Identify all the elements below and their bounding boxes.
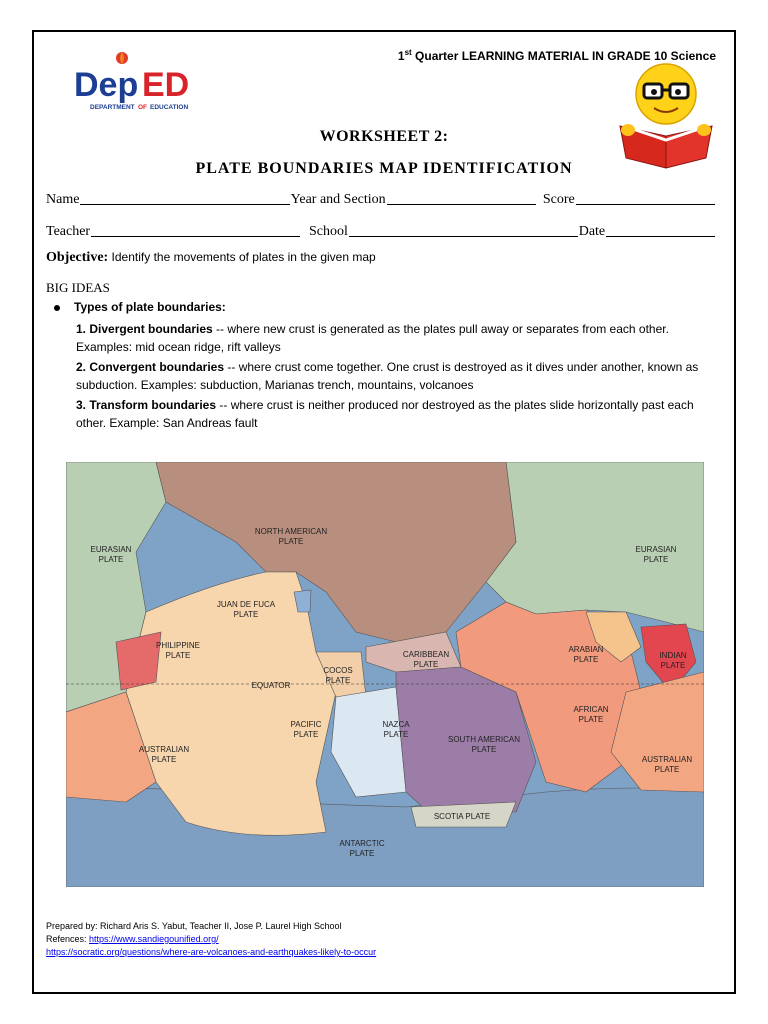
year-section-label: Year and Section bbox=[290, 192, 386, 207]
label-equator: EQUATOR bbox=[251, 681, 291, 690]
svg-text:DEPARTMENT: DEPARTMENT bbox=[90, 104, 135, 111]
transform-paragraph: 3. Transform boundaries -- where crust is neither produced nor destroyed as the plates slide horizontally past each other. Example: San Andreas fault bbox=[76, 398, 694, 430]
label-north-american: NORTH AMERICAN bbox=[254, 527, 328, 536]
svg-text:PLATE: PLATE bbox=[98, 555, 124, 564]
label-south-american: SOUTH AMERICAN bbox=[447, 735, 521, 744]
logo-dep-text: Dep bbox=[74, 66, 139, 104]
label-antarctic: ANTARCTIC bbox=[339, 839, 385, 848]
label-indian: INDIAN bbox=[659, 651, 687, 660]
logo-ed-text: ED bbox=[142, 66, 190, 104]
score-label: Score bbox=[542, 192, 575, 207]
reference-line-2 bbox=[46, 946, 376, 959]
big-ideas-heading: BIG IDEAS bbox=[46, 280, 110, 295]
label-nazca: NAZCA bbox=[382, 720, 410, 729]
label-australian-west: AUSTRALIAN bbox=[138, 745, 190, 754]
info-row-1 bbox=[46, 192, 716, 208]
date-label: Date bbox=[578, 224, 606, 239]
worksheet-frame bbox=[32, 30, 736, 994]
svg-text:PLATE: PLATE bbox=[654, 765, 680, 774]
quarter-header: 1st Quarter LEARNING MATERIAL IN GRADE 10 Science bbox=[397, 48, 716, 63]
teacher-field[interactable] bbox=[91, 224, 300, 237]
reading-emoji-icon bbox=[614, 60, 724, 172]
svg-text:EDUCATION: EDUCATION bbox=[150, 104, 189, 111]
name-label: Name bbox=[46, 192, 80, 207]
label-australian-east: AUSTRALIAN bbox=[641, 755, 693, 764]
label-arabian: ARABIAN bbox=[568, 645, 604, 654]
reference-link-sandiego[interactable]: https://www.sandiegounified.org/ bbox=[89, 934, 219, 944]
references-line: Refences: https://www.sandiegounified.org/ bbox=[46, 934, 219, 944]
label-pacific: PACIFIC bbox=[290, 720, 322, 729]
deped-logo bbox=[72, 42, 204, 112]
school-field[interactable] bbox=[349, 224, 578, 237]
label-cocos: COCOS bbox=[323, 666, 353, 675]
svg-text:PLATE: PLATE bbox=[471, 745, 497, 754]
label-philippine: PHILIPPINE bbox=[155, 641, 201, 650]
svg-text:PLATE: PLATE bbox=[165, 651, 191, 660]
bullet-icon bbox=[54, 305, 60, 311]
svg-text:OF: OF bbox=[138, 104, 148, 111]
svg-text:PLATE: PLATE bbox=[383, 730, 409, 739]
info-row-2 bbox=[46, 224, 716, 240]
svg-text:PLATE: PLATE bbox=[233, 610, 259, 619]
label-eurasian-east: EURASIAN bbox=[635, 545, 677, 554]
label-scotia: SCOTIA PLATE bbox=[433, 812, 491, 821]
year-section-field[interactable] bbox=[387, 192, 536, 205]
philippine-plate bbox=[116, 632, 161, 690]
date-field[interactable] bbox=[606, 224, 715, 237]
objective-text: Identify the movements of plates in the given map bbox=[111, 250, 376, 264]
objective bbox=[46, 250, 376, 266]
school-label: School bbox=[308, 224, 348, 239]
name-field[interactable] bbox=[80, 192, 289, 205]
label-juan-de-fuca: JUAN DE FUCA bbox=[216, 600, 276, 609]
score-field[interactable] bbox=[576, 192, 715, 205]
svg-text:PLATE: PLATE bbox=[573, 655, 599, 664]
teacher-label: Teacher bbox=[46, 224, 91, 239]
svg-text:PLATE: PLATE bbox=[578, 715, 604, 724]
svg-text:PLATE: PLATE bbox=[151, 755, 177, 764]
svg-text:PLATE: PLATE bbox=[278, 537, 304, 546]
convergent-paragraph: 2. Convergent boundaries -- where crust come together. One crust is destroyed as it dives under another, known as subduction. Examples: subduction, Marianas trench, mountains, volcanoes bbox=[76, 360, 699, 392]
prepared-by: Prepared by: Richard Aris S. Yabut, Teacher II, Jose P. Laurel High School bbox=[46, 921, 342, 931]
divergent-paragraph: 1. Divergent boundaries -- where new crust is generated as the plates pull away or separates from each other. Examples: mid ocean ridge, rift valleys bbox=[76, 322, 669, 354]
svg-text:PLATE: PLATE bbox=[660, 661, 686, 670]
plate-types-bullet: Types of plate boundaries: bbox=[54, 300, 226, 314]
reference-link-socratic[interactable]: https://socratic.org/questions/where-are-volcanoes-and-earthquakes-likely-to-occur bbox=[46, 947, 377, 957]
label-eurasian-west: EURASIAN bbox=[90, 545, 132, 554]
plate-boundaries-map bbox=[66, 462, 704, 887]
svg-text:PLATE: PLATE bbox=[413, 660, 439, 669]
worksheet-subject: PLATE BOUNDARIES MAP IDENTIFICATION bbox=[195, 160, 573, 177]
svg-text:PLATE: PLATE bbox=[293, 730, 319, 739]
svg-text:PLATE: PLATE bbox=[349, 849, 375, 858]
label-caribbean: CARIBBEAN bbox=[402, 650, 450, 659]
objective-label: Objective: bbox=[46, 250, 109, 265]
svg-text:PLATE: PLATE bbox=[643, 555, 669, 564]
worksheet-title: WORKSHEET 2: bbox=[319, 128, 449, 145]
label-african: AFRICAN bbox=[573, 705, 609, 714]
svg-text:PLATE: PLATE bbox=[325, 676, 351, 685]
